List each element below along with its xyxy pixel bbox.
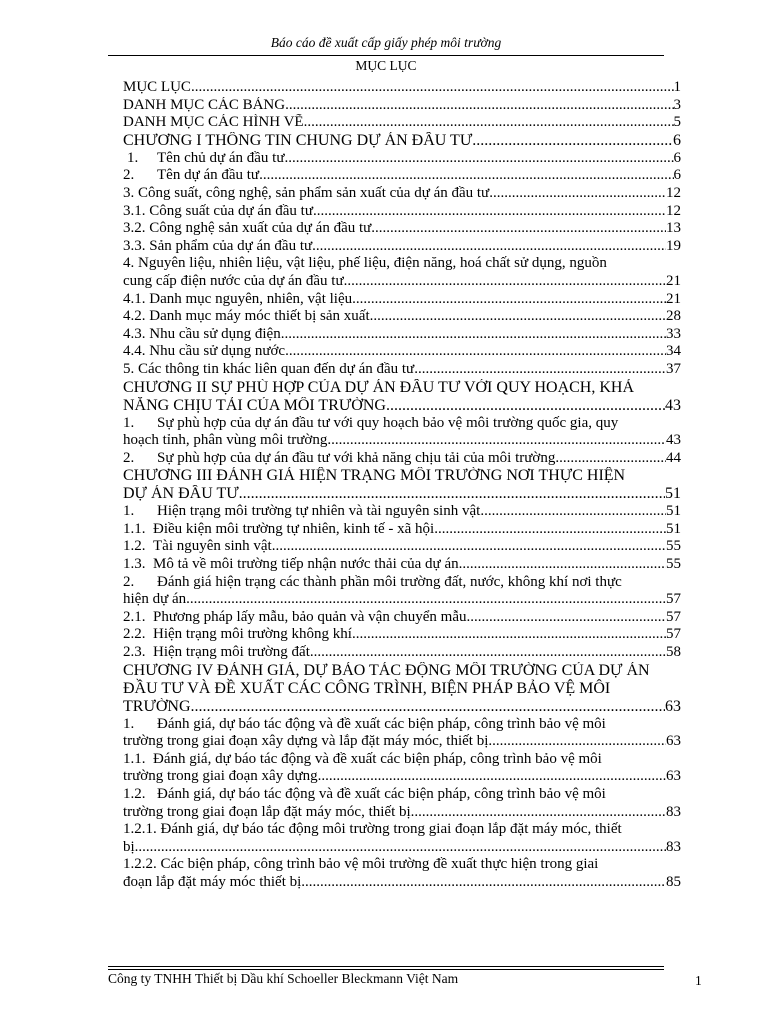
toc-entry-label: MỤC LỤC	[123, 79, 191, 95]
footer-company: Công ty TNHH Thiết bị Dầu khí Schoeller Bleckmann Việt Nam	[108, 971, 459, 986]
toc-entry-page: 43	[665, 396, 681, 414]
toc-entry-label-cont: DỰ ÁN ĐẦU TƯ	[123, 485, 239, 503]
toc-entry-label: 5. Các thông tin khác liên quan đến dự án đầu tư	[123, 360, 415, 377]
toc-entry-label-cont: ĐẦU TƯ VÀ ĐỀ XUẤT CÁC CÔNG TRÌNH, BIỆN PHÁP BẢO VỆ MÔI	[123, 679, 611, 697]
toc-entry[interactable]	[123, 308, 681, 326]
toc-entry[interactable]	[123, 97, 681, 115]
dot-leader	[352, 626, 666, 644]
dot-leader	[434, 521, 666, 539]
toc-entry-page: 58	[666, 644, 681, 661]
dot-leader	[489, 185, 666, 203]
dot-leader	[313, 203, 666, 221]
toc-entry-page: 19	[666, 237, 681, 254]
toc-entry[interactable]	[123, 716, 681, 751]
toc-entry[interactable]	[123, 326, 681, 344]
toc-entry[interactable]	[123, 751, 681, 786]
toc-entry-page: 6	[673, 167, 681, 184]
toc-entry-label: 3.1. Công suất của dự án đầu tư	[123, 202, 313, 219]
toc-entry[interactable]	[123, 662, 681, 716]
dot-leader	[284, 150, 673, 168]
footer-rule	[108, 969, 664, 970]
dot-leader	[272, 538, 666, 556]
toc-entry-page: 44	[666, 449, 681, 466]
toc-entry-page: 13	[666, 220, 681, 237]
toc-entry[interactable]	[123, 255, 681, 290]
toc-entry-page: 43	[666, 432, 681, 449]
toc-entry-page: 1	[673, 79, 681, 95]
toc-entry[interactable]	[123, 644, 681, 662]
toc-entry-label: Hiện trạng môi trường đất	[153, 644, 310, 661]
toc-entry-page: 3	[673, 96, 681, 113]
toc-entry-label: CHƯƠNG II SỰ PHÙ HỢP CỦA DỰ ÁN ĐẦU TƯ VỚI QUY HOẠCH, KHẢ	[123, 378, 635, 396]
toc-entry[interactable]	[123, 856, 681, 891]
toc-entry[interactable]	[123, 574, 681, 609]
toc-entry-label: 3. Công suất, công nghệ, sản phẩm sản xuất của dự án đầu tư	[123, 184, 490, 201]
dot-leader	[281, 326, 666, 344]
toc-entry[interactable]	[123, 503, 681, 521]
toc-entry[interactable]	[123, 79, 681, 97]
toc-entry-label-cont: bị	[123, 838, 135, 855]
toc-entry[interactable]	[123, 538, 681, 556]
toc-entry-number: 2.	[123, 167, 135, 184]
toc-entry[interactable]	[123, 556, 681, 574]
dot-leader	[327, 432, 666, 450]
toc-entry-label: Tên dự án đầu tư	[157, 167, 260, 184]
toc-entry-label-cont: trường trong giai đoạn xây dựng và lắp đặt máy móc, thiết bị	[123, 733, 489, 750]
toc-entry[interactable]	[123, 379, 681, 415]
dot-leader	[312, 238, 666, 256]
toc-entry-number: 1.3.	[123, 556, 146, 573]
toc-entry-page: 21	[666, 290, 681, 307]
toc-entry-label: Đánh giá hiện trạng các thành phần môi trường đất, nước, không khí nơi thực	[157, 573, 622, 590]
toc-entry-page: 12	[666, 184, 681, 201]
toc-entry-label: DANH MỤC CÁC BẢNG	[123, 96, 286, 113]
toc-entry-label: 4.4. Nhu cầu sử dụng nước	[123, 343, 286, 360]
toc-entry-label: 1.2.1. Đánh giá, dự báo tác động môi trường trong giai đoạn lắp đặt máy móc, thiết	[123, 821, 622, 838]
toc-entry-label: Đánh giá, dự báo tác động và đề xuất các biện pháp, công trình bảo vệ môi	[157, 715, 606, 732]
toc-entry-page: 55	[666, 538, 681, 555]
toc-entry-number: 1.2.	[123, 786, 146, 802]
toc-entry-page: 51	[666, 520, 681, 537]
dot-leader	[414, 361, 666, 379]
toc-entry-number: 2.	[123, 573, 135, 590]
toc-entry[interactable]	[123, 291, 681, 309]
toc-entry[interactable]	[123, 786, 681, 821]
toc-entry[interactable]	[123, 450, 681, 468]
toc-entry-page: 51	[666, 503, 681, 520]
toc-entry-label: Hiện trạng môi trường tự nhiên và tài nguyên sinh vật	[157, 503, 481, 520]
toc-entry-number: 2.1.	[123, 608, 146, 625]
toc-entry[interactable]	[123, 220, 681, 238]
dot-leader	[285, 97, 673, 115]
toc-entry-page: 83	[666, 803, 681, 820]
toc-entry-page: 57	[666, 591, 681, 608]
toc-title: MỤC LỤC	[355, 58, 417, 73]
toc-entry-label: Tài nguyên sinh vật	[153, 538, 272, 555]
toc-entry-number: 2.2.	[123, 626, 146, 643]
footer-rule	[108, 966, 664, 967]
toc-entry-label: CHƯƠNG III ĐÁNH GIÁ HIỆN TRẠNG MÔI TRƯỜNG NƠI THỰC HIỆN	[123, 467, 626, 485]
toc-entry-page: 85	[666, 873, 681, 890]
toc-entry-number: 1.	[123, 503, 135, 520]
dot-leader	[472, 132, 673, 150]
dot-leader	[191, 698, 665, 716]
toc-entry-label: CHƯƠNG IV ĐÁNH GIÁ, DỰ BÁO TÁC ĐỘNG MÔI TRƯỜNG CỦA DỰ ÁN	[123, 661, 650, 679]
dot-leader	[371, 220, 666, 238]
toc-entry-label: 3.3. Sản phẩm của dự án đầu tư	[123, 237, 313, 254]
toc-entry-page: 63	[665, 697, 681, 715]
toc-entry-page: 83	[666, 838, 681, 855]
toc-entry[interactable]	[123, 343, 681, 361]
toc-entry[interactable]	[123, 167, 681, 185]
toc-entry-label-cont: TRƯỜNG	[123, 697, 191, 715]
toc-entry-label: 3.2. Công nghệ sản xuất của dự án đầu tư	[123, 220, 372, 237]
toc-entry-page: 51	[665, 485, 681, 503]
toc-entry-label-cont: trường trong giai đoạn lắp đặt máy móc, thiết bị	[123, 803, 411, 820]
dot-leader	[135, 839, 666, 857]
toc-entry-number: 1.2.	[123, 538, 146, 555]
dot-leader	[186, 591, 666, 609]
dot-leader	[480, 503, 666, 521]
dot-leader	[344, 273, 666, 291]
toc-entry-number: 1.	[123, 414, 135, 431]
toc-entry-number: 2.	[123, 449, 135, 466]
dot-leader	[411, 804, 666, 822]
header-rule	[108, 55, 664, 56]
toc-entry[interactable]	[123, 132, 681, 150]
dot-leader	[301, 874, 666, 892]
toc-entry-label: Điều kiện môi trường tự nhiên, kinh tế - xã hội	[153, 520, 435, 537]
toc-entry-page: 12	[666, 202, 681, 219]
dot-leader	[239, 485, 665, 503]
toc-entry-page: 33	[666, 325, 681, 342]
toc-entry[interactable]	[123, 626, 681, 644]
toc-entry[interactable]	[123, 821, 681, 856]
toc-entry-page: 37	[666, 360, 681, 377]
toc-entry-page: 57	[666, 608, 681, 625]
toc-entry-page: 28	[666, 308, 681, 325]
toc-entry-label-cont: hoạch tỉnh, phân vùng môi trường	[123, 432, 328, 449]
dot-leader	[352, 291, 666, 309]
toc-entry-page: 34	[666, 343, 681, 360]
toc-entry-page: 21	[666, 272, 681, 289]
toc-entry-page: 6	[673, 149, 681, 166]
toc-entry-label-cont: đoạn lắp đặt máy móc thiết bị	[123, 873, 302, 890]
dot-leader	[386, 397, 665, 415]
toc-entry-page: 6	[673, 131, 681, 149]
toc-entry-number: 1.	[127, 149, 139, 166]
toc-entry-label-cont: cung cấp điện nước của dự án đầu tư	[123, 272, 344, 289]
dot-leader	[488, 733, 666, 751]
running-header: Báo cáo đề xuất cấp giấy phép môi trường	[270, 35, 502, 50]
toc-entry-page: 55	[666, 556, 681, 573]
table-of-contents	[123, 79, 681, 892]
toc-entry-label: DANH MỤC CÁC HÌNH VẼ	[123, 114, 304, 131]
toc-entry[interactable]	[123, 415, 681, 450]
dot-leader	[304, 114, 674, 132]
toc-entry-label: CHƯƠNG I THÔNG TIN CHUNG DỰ ÁN ĐẦU TƯ	[123, 131, 473, 149]
toc-entry-page: 63	[666, 733, 681, 750]
toc-entry-page: 57	[666, 626, 681, 643]
toc-entry-page: 5	[673, 114, 681, 131]
toc-entry[interactable]	[123, 185, 681, 203]
toc-entry[interactable]	[123, 609, 681, 627]
toc-entry-page: 63	[666, 768, 681, 785]
dot-leader	[466, 609, 666, 627]
toc-entry[interactable]	[123, 203, 681, 221]
dot-leader	[318, 768, 666, 786]
toc-entry-label-cont: hiện dự án	[123, 591, 187, 608]
toc-entry-label: 4.1. Danh mục nguyên, nhiên, vật liệu	[123, 290, 353, 307]
toc-entry-label: Phương pháp lấy mẫu, bảo quản và vận chuyển mẫu	[153, 608, 467, 625]
dot-leader	[285, 343, 666, 361]
toc-entry-label-cont: NĂNG CHỊU TẢI CỦA MÔI TRƯỜNG	[123, 396, 386, 414]
toc-entry-label: Đánh giá, dự báo tác động và đề xuất các biện pháp, công trình bảo vệ môi	[157, 786, 606, 802]
toc-entry-label: Sự phù hợp của dự án đầu tư với khả năng chịu tải của môi trường	[157, 449, 556, 466]
toc-entry-label: 4.3. Nhu cầu sử dụng điện	[123, 325, 281, 342]
toc-entry-label: 4. Nguyên liệu, nhiên liệu, vật liệu, phế liệu, điện năng, hoá chất sử dụng, nguồn	[123, 255, 607, 272]
toc-entry-number: 1.1.	[123, 520, 146, 537]
page-number: 1	[695, 973, 702, 988]
dot-leader	[459, 556, 666, 574]
dot-leader	[370, 308, 666, 326]
toc-entry-label: 1.2.2. Các biện pháp, công trình bảo vệ môi trường đề xuất thực hiện trong giai	[123, 856, 599, 873]
toc-entry[interactable]	[123, 150, 681, 168]
toc-entry[interactable]	[123, 361, 681, 379]
dot-leader	[259, 167, 673, 185]
toc-entry-label: Mô tả về môi trường tiếp nhận nước thải của dự án	[153, 556, 459, 573]
toc-entry[interactable]	[123, 238, 681, 256]
toc-entry-label-cont: trường trong giai đoạn xây dựng	[123, 768, 318, 785]
toc-entry-label: Sự phù hợp của dự án đầu tư với quy hoạch bảo vệ môi trường quốc gia, quy	[157, 414, 619, 431]
toc-entry-number: 1.1.	[123, 750, 146, 767]
toc-entry-number: 1.	[123, 715, 135, 732]
dot-leader	[555, 450, 666, 468]
dot-leader	[191, 79, 674, 97]
toc-entry-label: Tên chủ dự án đầu tư	[157, 149, 285, 166]
toc-entry[interactable]	[123, 114, 681, 132]
toc-entry-label: Đánh giá, dự báo tác động và đề xuất các biện pháp, công trình bảo vệ môi	[153, 750, 602, 767]
toc-entry-number: 2.3.	[123, 644, 146, 661]
toc-entry[interactable]	[123, 521, 681, 539]
toc-entry-label: 4.2. Danh mục máy móc thiết bị sản xuất	[123, 308, 370, 325]
toc-entry-label: Hiện trạng môi trường không khí	[153, 626, 352, 643]
toc-entry[interactable]	[123, 467, 681, 503]
dot-leader	[310, 644, 666, 662]
